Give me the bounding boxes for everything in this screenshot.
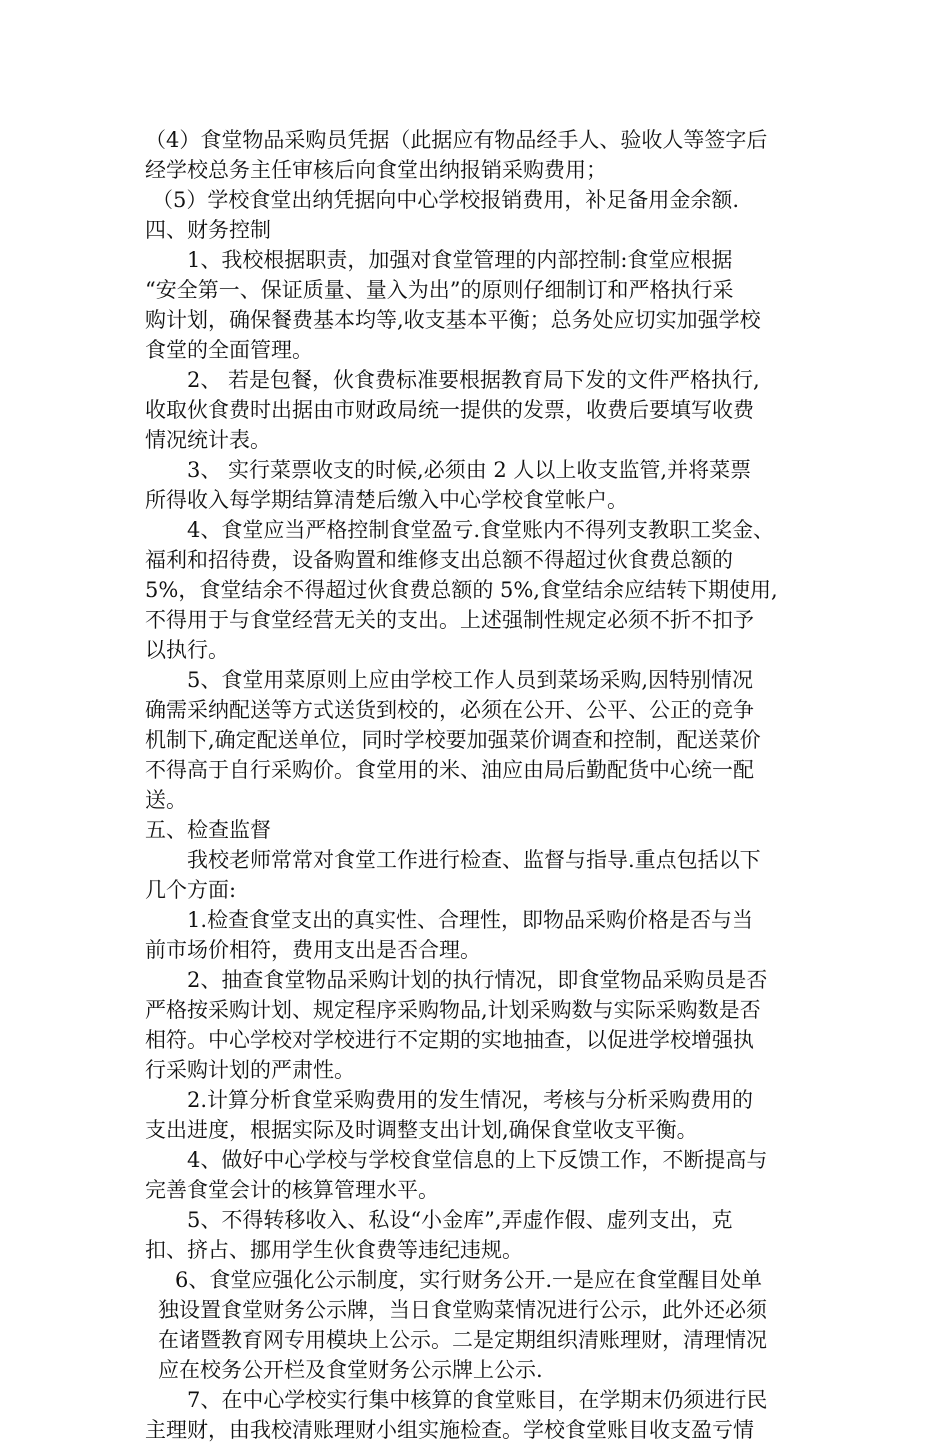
- text-line: 严格按采购计划、规定程序采购物品,计划采购数与实际采购数是否: [145, 998, 761, 1022]
- text-line: 完善食堂会计的核算管理水平。: [145, 1178, 439, 1202]
- section-heading: 五、检查监督: [145, 818, 271, 842]
- text-line: 扣、挤占、挪用学生伙食费等违纪违规。: [145, 1238, 523, 1262]
- text-line: 购计划，确保餐费基本均等,收支基本平衡；总务处应切实加强学校: [145, 308, 761, 332]
- text-line: 行采购计划的严肃性。: [145, 1058, 355, 1082]
- text-line: 2、 若是包餐，伙食费标准要根据教育局下发的文件严格执行,: [187, 368, 760, 392]
- text-line: 7、在中心学校实行集中核算的食堂账目，在学期末仍须进行民: [187, 1388, 768, 1412]
- text-line: 不得高于自行采购价。食堂用的米、油应由局后勤配货中心统一配: [145, 758, 754, 782]
- text-line: 5%，食堂结余不得超过伙食费总额的 5%,食堂结余应结转下期使用,: [145, 578, 778, 602]
- text-line: 以执行。: [145, 638, 229, 662]
- text-line: 1.检查食堂支出的真实性、合理性，即物品采购价格是否与当: [187, 908, 754, 932]
- text-line: 5、不得转移收入、私设“小金库”,弄虚作假、虚列支出，克: [187, 1208, 733, 1232]
- text-line: 在诸暨教育网专用模块上公示。二是定期组织清账理财，清理情况: [158, 1328, 767, 1352]
- text-line: 主理财，由我校清账理财小组实施检查。学校食堂账目收支盈亏情: [145, 1418, 754, 1442]
- text-line: “安全第一、保证质量、量入为出”的原则仔细制订和严格执行采: [145, 278, 734, 302]
- text-line: 4、做好中心学校与学校食堂信息的上下反馈工作，不断提高与: [187, 1148, 768, 1172]
- text-line: 机制下,确定配送单位，同时学校要加强菜价调查和控制，配送菜价: [145, 728, 761, 752]
- text-line: （5）学校食堂出纳凭据向中心学校报销费用，补足备用金余额.: [152, 188, 740, 212]
- section-heading: 四、财务控制: [145, 218, 271, 242]
- text-line: 经学校总务主任审核后向食堂出纳报销采购费用；: [145, 158, 607, 182]
- text-line: 4、食堂应当严格控制食堂盈亏.食堂账内不得列支教职工奖金、: [187, 518, 775, 542]
- text-line: （4）食堂物品采购员凭据（此据应有物品经手人、验收人等签字后: [145, 128, 768, 152]
- text-line: 应在校务公开栏及食堂财务公示牌上公示.: [158, 1358, 543, 1382]
- text-line: 前市场价相符，费用支出是否合理。: [145, 938, 481, 962]
- text-line: 收取伙食费时出据由市财政局统一提供的发票，收费后要填写收费: [145, 398, 754, 422]
- text-line: 支出进度，根据实际及时调整支出计划,确保食堂收支平衡。: [145, 1118, 698, 1142]
- text-line: 送。: [145, 788, 187, 812]
- text-line: 食堂的全面管理。: [145, 338, 313, 362]
- text-line: 相符。中心学校对学校进行不定期的实地抽查，以促进学校增强执: [145, 1028, 754, 1052]
- text-line: 我校老师常常对食堂工作进行检查、监督与指导.重点包括以下: [187, 848, 761, 872]
- text-line: 5、食堂用菜原则上应由学校工作人员到菜场采购,因特别情况: [187, 668, 754, 692]
- text-line: 独设置食堂财务公示牌，当日食堂购菜情况进行公示，此外还必须: [158, 1298, 767, 1322]
- text-line: 3、 实行菜票收支的时候,必须由 2 人以上收支监管,并将菜票: [187, 458, 752, 482]
- text-line: 福利和招待费，设备购置和维修支出总额不得超过伙食费总额的: [145, 548, 733, 572]
- text-line: 2、抽查食堂物品采购计划的执行情况，即食堂物品采购员是否: [187, 968, 768, 992]
- text-line: 确需采纳配送等方式送货到校的，必须在公开、公平、公正的竞争: [145, 698, 754, 722]
- text-line: 1、我校根据职责，加强对食堂管理的内部控制:食堂应根据: [187, 248, 733, 272]
- text-line: 不得用于与食堂经营无关的支出。上述强制性规定必须不折不扣予: [145, 608, 754, 632]
- text-line: 几个方面:: [145, 878, 237, 902]
- text-line: 情况统计表。: [145, 428, 271, 452]
- text-line: 6、食堂应强化公示制度，实行财务公开.一是应在食堂醒目处单: [175, 1268, 763, 1292]
- text-line: 所得收入每学期结算清楚后缴入中心学校食堂帐户。: [145, 488, 628, 512]
- text-line: 2.计算分析食堂采购费用的发生情况，考核与分析采购费用的: [187, 1088, 754, 1112]
